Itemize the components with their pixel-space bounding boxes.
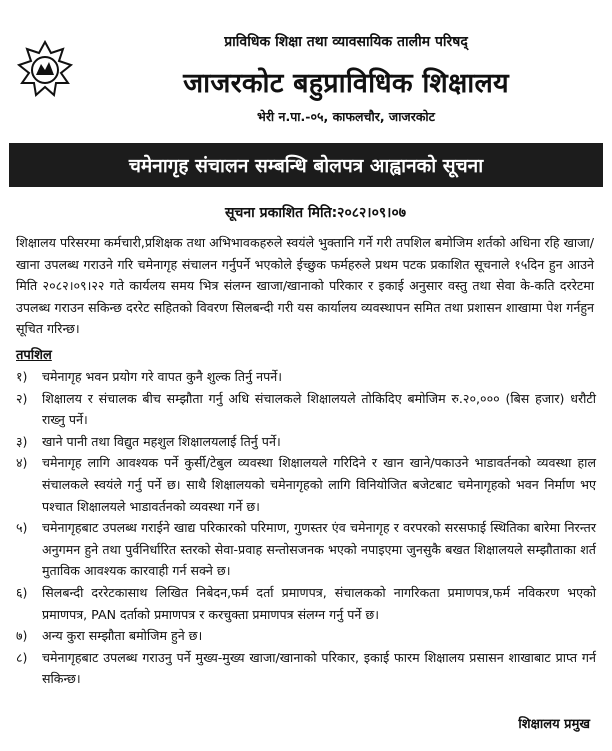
terms-heading: तपशिल	[16, 348, 52, 363]
term-number: ६)	[16, 584, 28, 600]
intro-paragraph: शिक्षालय परिसरमा कर्मचारी,प्रशिक्षक तथा अभिभावकहरुले स्वयंले भुक्तानि गर्ने गरी तपशिल बमोजिम शर्तको अधिना रहि खाजा/खाना उपलब्ध गराउने गरि चमेनागृह संचालन गर्नुपर्ने भएकोले ईच्छुक फर्महरुले प्रथम पटक प्रकाशित सूचनाले १५दिन हुन आउने मिति २०८२।०९।२२ गते कार्यलय समय भित्र संलग्न खाजा/खानाको परिकार र इकाई अनुसार वस्तु तथा सेवा के-कति दररेटमा उपलब्ध गराउन सकिन्छ दररेट सहितको विवरण सिलबन्दी गरी यस कार्यालय व्यवस्थापन समित तथा प्रशासन शाखामा पेश गर्नहुन सूचित गरिन्छ।	[16, 235, 594, 337]
council-name: प्राविधिक शिक्षा तथा व्यावसायिक तालीम परिषद्	[224, 34, 468, 50]
term-number: ८)	[16, 649, 28, 665]
list-item	[16, 431, 596, 453]
term-number: ४)	[16, 455, 28, 471]
term-text: सिलबन्दी दररेटकासाथ लिखित निबेदन,फर्म दर्ता प्रमाणपत्र, संचालकको नागरिकता प्रमाणपत्र,फर्म नविकरण भएको प्रमाणपत्र, PAN दर्ताको प्रमाणपत्र र करचुक्ता प्रमाणपत्र संलग्न गर्नु पर्ने छ।	[42, 584, 596, 622]
term-text: चमेनागृहबाट उपलब्ध गराईने खाद्य परिकारको परिमाण, गुणस्तर एंव चमेनागृह र वरपरको सरसफाई स्थितिका बारेमा निरन्तर अनुगमन हुने तथा पुर्वनिर्धारित स्तरको सेवा-प्रवाह सन्तोसजनक भएको नपाइएमा जुनसुकै बखत शिक्षालयले सम्झौताका शर्त मुताविक आवश्यक कारवाही गर्न सक्ने छ।	[42, 520, 596, 579]
term-text: चमेनागृह लागि आवश्यक पर्ने कुर्सी/टेबुल व्यवस्था शिक्षालयले गरिदिने र खान खाने/पकाउने भाडावर्तनको व्यवस्था हाल संचालकले स्वयंले गर्नु पर्ने छ। साथै शिक्षालयको चमेनागृहको लागि विनियोजित बजेटबाट चमेनागृहको भवन निर्माण भए पश्चात शिक्षालयले भाडावर्तनको व्यवस्था गर्ने छ।	[42, 455, 596, 514]
list-item	[16, 388, 596, 431]
term-number: ७)	[16, 628, 28, 644]
list-item	[16, 452, 596, 517]
term-number: ३)	[16, 433, 28, 449]
term-text: चमेनागृहबाट उपलब्ध गराउनु पर्ने मुख्य-मुख्य खाजा/खानाको परिकार, इकाई फारम शिक्षालय प्रसासन शाखाबाट प्राप्त गर्न सकिन्छ।	[42, 649, 596, 687]
term-number: ५)	[16, 520, 28, 536]
signature-title: शिक्षालय प्रमुख	[518, 717, 590, 732]
list-item	[16, 517, 596, 582]
notice-title-banner	[9, 143, 603, 187]
list-item	[16, 647, 596, 690]
list-item	[16, 582, 596, 625]
notice-title: चमेनागृह संचालन सम्बन्धि बोलपत्र आह्वानको सूचना	[128, 155, 484, 177]
term-text: अन्य कुरा सम्झौता बमोजिम हुने छ।	[42, 628, 203, 644]
term-number: २)	[16, 390, 28, 406]
college-name: जाजरकोट बहुप्राविधिक शिक्षालय	[183, 68, 509, 99]
college-address: भेरी न.पा.-०५, काफलचौर, जाजरकोट	[257, 109, 435, 124]
terms-list	[16, 366, 596, 690]
term-text: चमेनागृह भवन प्रयोग गरे वापत कुनै शुल्क तिर्नु नपर्ने।	[42, 369, 282, 384]
list-item	[16, 366, 596, 388]
published-date: सूचना प्रकाशित मिति:२०८२।०९।०७	[225, 205, 407, 221]
nepal-emblem-icon	[14, 40, 76, 102]
term-text: शिक्षालय र संचालक बीच सम्झौता गर्नु अधि संचालकले शिक्षालयले तोकिदिए बमोजिम रु.२०,००० (बिस हजार) धरौटी राख्नु पर्ने।	[42, 390, 596, 428]
term-text: खाने पानी तथा विद्युत महशुल शिक्षालयलाई तिर्नु पर्ने।	[42, 433, 281, 449]
term-number: १)	[16, 369, 28, 384]
list-item	[16, 625, 596, 647]
